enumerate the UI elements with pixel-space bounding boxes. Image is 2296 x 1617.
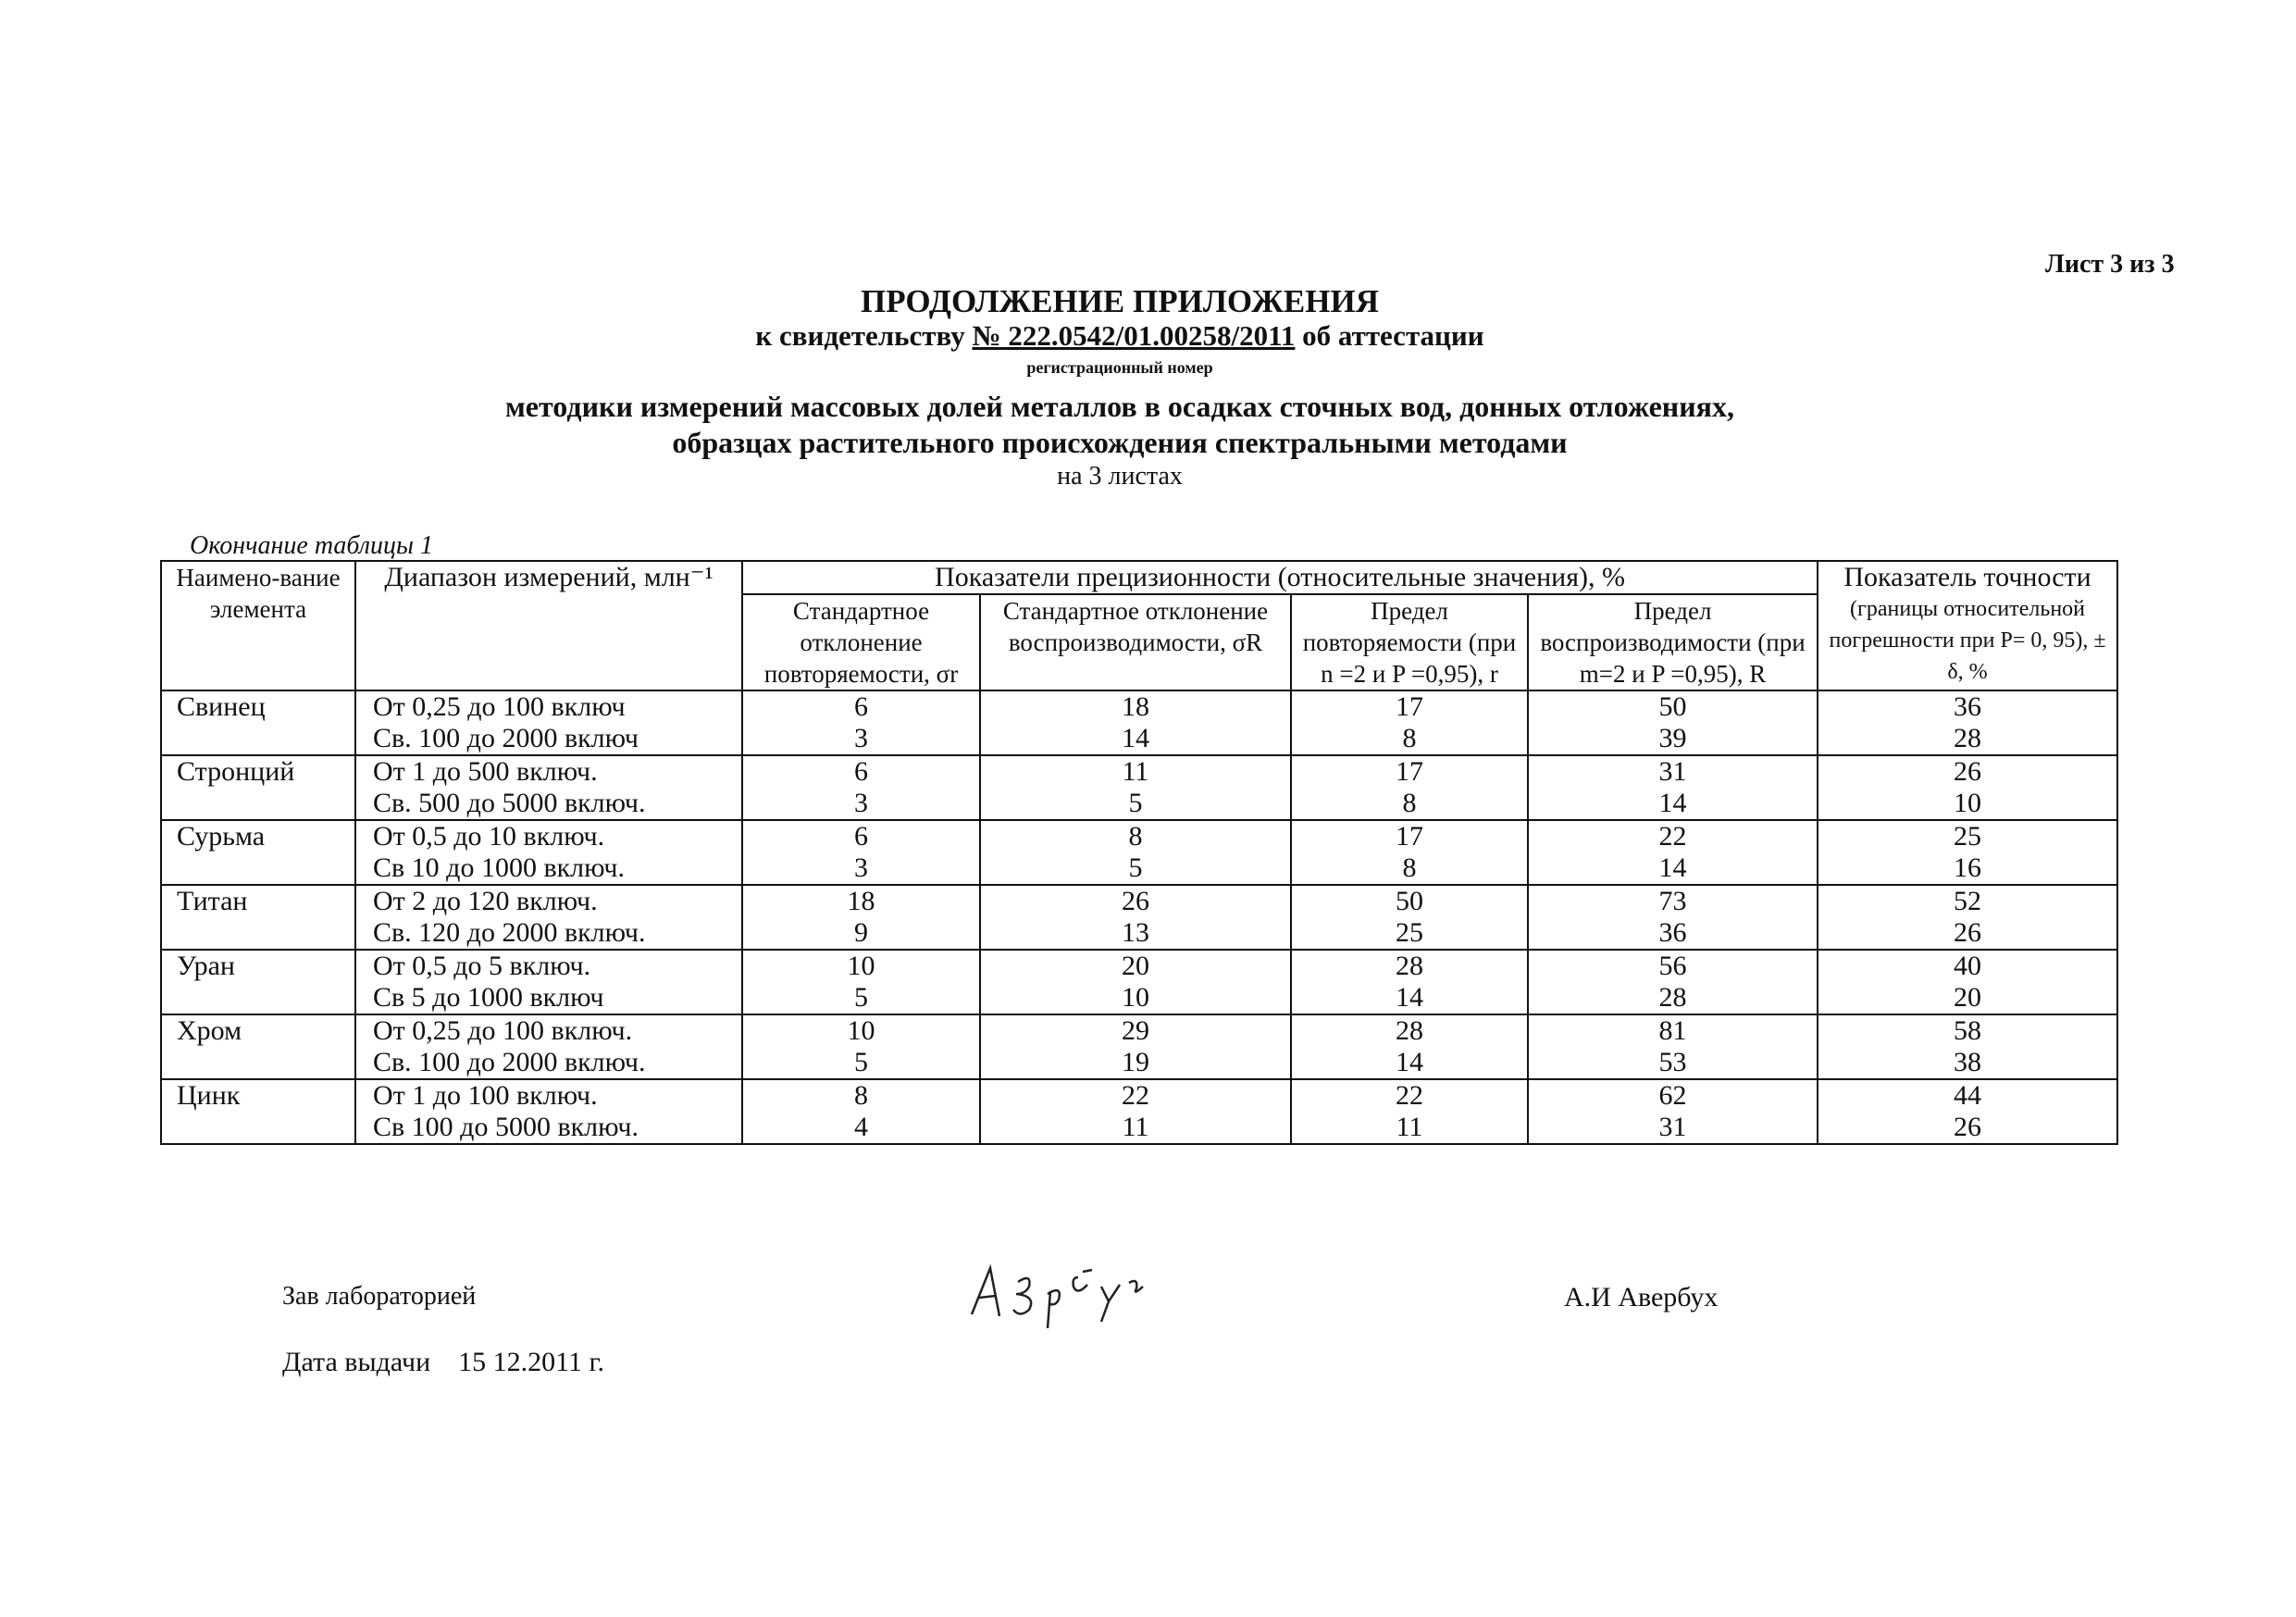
- cell-limit-reproducibility: 36: [1528, 917, 1818, 950]
- cell-sd-reproducibility: 18: [980, 690, 1291, 723]
- cell-range: От 2 до 120 включ.: [355, 885, 742, 917]
- table-body: [161, 690, 2117, 1144]
- cell-sd-repeatability: 6: [742, 690, 980, 723]
- cell-limit-repeatability: 17: [1291, 755, 1528, 788]
- cell-accuracy: 38: [1818, 1047, 2117, 1079]
- registration-note: регистрационный номер: [1026, 358, 1213, 377]
- cell-sd-reproducibility: 5: [980, 852, 1291, 885]
- cell-range: Св 100 до 5000 включ.: [355, 1112, 742, 1144]
- cell-sd-repeatability: 6: [742, 820, 980, 852]
- cell-range: Св. 100 до 2000 включ.: [355, 1047, 742, 1079]
- sheets-count: на 3 листах: [1057, 462, 1183, 491]
- cell-accuracy: 36: [1818, 690, 2117, 723]
- cell-limit-reproducibility: 22: [1528, 820, 1818, 852]
- cell-sd-reproducibility: 29: [980, 1014, 1291, 1047]
- table-row: [161, 1079, 2117, 1112]
- table-row: [161, 1112, 2117, 1144]
- cell-accuracy: 20: [1818, 982, 2117, 1014]
- cell-sd-repeatability: 3: [742, 723, 980, 755]
- cell-limit-reproducibility: 73: [1528, 885, 1818, 917]
- header-limit-reproducibility: Предел воспроизводимости (при m=2 и P =0,95), R: [1528, 594, 1818, 690]
- method-title-line1: методики измерений массовых долей металлов в осадках сточных вод, донных отложениях,: [505, 390, 1734, 423]
- cell-limit-repeatability: 22: [1291, 1079, 1528, 1112]
- cell-element: Уран: [161, 950, 355, 982]
- cell-limit-reproducibility: 39: [1528, 723, 1818, 755]
- cell-limit-repeatability: 11: [1291, 1112, 1528, 1144]
- cell-element: [161, 982, 355, 1014]
- cell-range: От 1 до 500 включ.: [355, 755, 742, 788]
- cell-limit-repeatability: 14: [1291, 1047, 1528, 1079]
- cell-sd-repeatability: 3: [742, 852, 980, 885]
- cell-sd-repeatability: 5: [742, 1047, 980, 1079]
- cell-limit-repeatability: 8: [1291, 723, 1528, 755]
- cell-accuracy: 52: [1818, 885, 2117, 917]
- cell-element: [161, 852, 355, 885]
- cell-element: [161, 1047, 355, 1079]
- cell-range: Св 5 до 1000 включ: [355, 982, 742, 1014]
- cell-limit-repeatability: 50: [1291, 885, 1528, 917]
- cell-sd-reproducibility: 11: [980, 755, 1291, 788]
- cell-sd-repeatability: 9: [742, 917, 980, 950]
- table-row: [161, 690, 2117, 723]
- cell-range: От 0,5 до 5 включ.: [355, 950, 742, 982]
- signature-image: [962, 1259, 1175, 1333]
- cell-accuracy: 25: [1818, 820, 2117, 852]
- cell-sd-reproducibility: 14: [980, 723, 1291, 755]
- cell-limit-repeatability: 14: [1291, 982, 1528, 1014]
- cell-element: [161, 917, 355, 950]
- cell-sd-reproducibility: 19: [980, 1047, 1291, 1079]
- cell-sd-reproducibility: 11: [980, 1112, 1291, 1144]
- table-caption: Окончание таблицы 1: [190, 531, 433, 560]
- cell-accuracy: 26: [1818, 917, 2117, 950]
- cell-range: Св. 100 до 2000 включ: [355, 723, 742, 755]
- cell-sd-repeatability: 6: [742, 755, 980, 788]
- header-range: Диапазон измерений, млн⁻¹: [355, 561, 742, 690]
- cell-accuracy: 58: [1818, 1014, 2117, 1047]
- cell-sd-reproducibility: 8: [980, 820, 1291, 852]
- certificate-suffix: об аттестации: [1302, 319, 1484, 352]
- header-sd-reproducibility: Стандартное отклонение воспроизводимости, σR: [980, 594, 1291, 690]
- table-row: [161, 852, 2117, 885]
- cell-element: [161, 1112, 355, 1144]
- cell-limit-reproducibility: 50: [1528, 690, 1818, 723]
- cell-accuracy: 28: [1818, 723, 2117, 755]
- cell-limit-reproducibility: 14: [1528, 852, 1818, 885]
- header-accuracy-note: (границы относительной погрешности при P= 0, 95), ± δ, %: [1829, 597, 2106, 684]
- table-row: [161, 755, 2117, 788]
- cell-element: [161, 723, 355, 755]
- cell-accuracy: 26: [1818, 755, 2117, 788]
- cell-range: Св 10 до 1000 включ.: [355, 852, 742, 885]
- issue-date-label: Дата выдачи: [282, 1347, 431, 1377]
- certificate-prefix: к свидетельству: [755, 319, 965, 352]
- cell-sd-repeatability: 10: [742, 1014, 980, 1047]
- document-title: ПРОДОЛЖЕНИЕ ПРИЛОЖЕНИЯ: [861, 283, 1379, 319]
- header-limit-repeatability: Предел повторяемости (при n =2 и P =0,95), r: [1291, 594, 1528, 690]
- cell-sd-repeatability: 8: [742, 1079, 980, 1112]
- cell-accuracy: 40: [1818, 950, 2117, 982]
- cell-limit-repeatability: 8: [1291, 788, 1528, 820]
- cell-accuracy: 16: [1818, 852, 2117, 885]
- table-row: [161, 1014, 2117, 1047]
- table-row: [161, 723, 2117, 755]
- cell-sd-repeatability: 3: [742, 788, 980, 820]
- cell-sd-reproducibility: 10: [980, 982, 1291, 1014]
- table-row: [161, 788, 2117, 820]
- issue-date: [282, 1347, 604, 1378]
- signer-name: А.И Авербух: [1564, 1282, 1719, 1312]
- header-accuracy-title: Показатель точности: [1843, 562, 2091, 592]
- cell-range: Св. 500 до 5000 включ.: [355, 788, 742, 820]
- cell-element: Стронций: [161, 755, 355, 788]
- table-row: [161, 982, 2117, 1014]
- cell-range: От 0,5 до 10 включ.: [355, 820, 742, 852]
- header-sd-repeatability: Стандартное отклонение повторяемости, σr: [742, 594, 980, 690]
- table-row: [161, 917, 2117, 950]
- cell-element: Титан: [161, 885, 355, 917]
- certificate-line: [0, 319, 2240, 353]
- cell-limit-reproducibility: 31: [1528, 755, 1818, 788]
- cell-limit-repeatability: 17: [1291, 690, 1528, 723]
- table-row: [161, 820, 2117, 852]
- cell-range: От 0,25 до 100 включ: [355, 690, 742, 723]
- cell-limit-repeatability: 17: [1291, 820, 1528, 852]
- table-row: [161, 1047, 2117, 1079]
- signature: [962, 1259, 1175, 1337]
- cell-accuracy: 10: [1818, 788, 2117, 820]
- sheet-number: Лист 3 из 3: [2045, 250, 2175, 279]
- cell-range: Св. 120 до 2000 включ.: [355, 917, 742, 950]
- cell-accuracy: 26: [1818, 1112, 2117, 1144]
- precision-table: [160, 560, 2118, 1145]
- cell-sd-repeatability: 18: [742, 885, 980, 917]
- cell-sd-reproducibility: 5: [980, 788, 1291, 820]
- header-element: Наимено-вание элемента: [161, 561, 355, 690]
- cell-accuracy: 44: [1818, 1079, 2117, 1112]
- cell-limit-reproducibility: 28: [1528, 982, 1818, 1014]
- cell-sd-reproducibility: 22: [980, 1079, 1291, 1112]
- cell-range: От 0,25 до 100 включ.: [355, 1014, 742, 1047]
- cell-sd-reproducibility: 26: [980, 885, 1291, 917]
- cell-limit-repeatability: 8: [1291, 852, 1528, 885]
- table-row: [161, 950, 2117, 982]
- cell-limit-reproducibility: 81: [1528, 1014, 1818, 1047]
- cell-element: Хром: [161, 1014, 355, 1047]
- cell-sd-reproducibility: 13: [980, 917, 1291, 950]
- certificate-number: № 222.0542/01.00258/2011: [972, 319, 1296, 352]
- cell-limit-reproducibility: 31: [1528, 1112, 1818, 1144]
- table-row: [161, 885, 2117, 917]
- cell-limit-reproducibility: 56: [1528, 950, 1818, 982]
- cell-sd-reproducibility: 20: [980, 950, 1291, 982]
- issue-date-value: 15 12.2011 г.: [458, 1347, 604, 1377]
- cell-sd-repeatability: 10: [742, 950, 980, 982]
- cell-element: Свинец: [161, 690, 355, 723]
- cell-sd-repeatability: 5: [742, 982, 980, 1014]
- cell-limit-reproducibility: 14: [1528, 788, 1818, 820]
- signer-role: Зав лабораторией: [282, 1282, 477, 1311]
- header-precision-group: Показатели прецизионности (относительные значения), %: [742, 561, 1818, 594]
- cell-element: Сурьма: [161, 820, 355, 852]
- cell-limit-reproducibility: 53: [1528, 1047, 1818, 1079]
- header-accuracy: [1818, 561, 2117, 690]
- cell-limit-repeatability: 28: [1291, 950, 1528, 982]
- cell-limit-repeatability: 25: [1291, 917, 1528, 950]
- cell-element: [161, 788, 355, 820]
- cell-range: От 1 до 100 включ.: [355, 1079, 742, 1112]
- method-title-line2: образцах растительного происхождения спектральными методами: [672, 426, 1568, 459]
- cell-limit-repeatability: 28: [1291, 1014, 1528, 1047]
- cell-sd-repeatability: 4: [742, 1112, 980, 1144]
- cell-limit-reproducibility: 62: [1528, 1079, 1818, 1112]
- cell-element: Цинк: [161, 1079, 355, 1112]
